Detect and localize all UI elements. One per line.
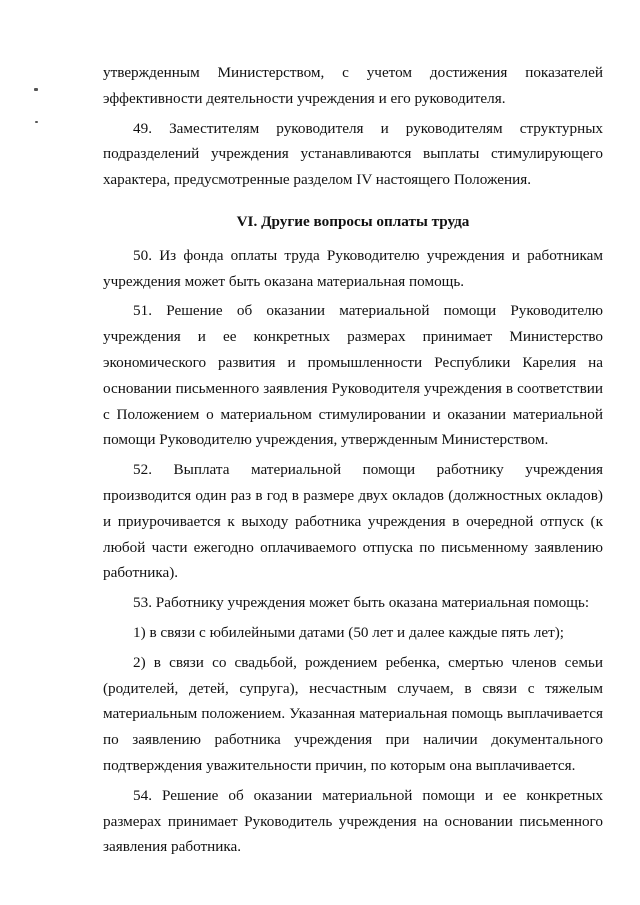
paragraph-53: 53. Работнику учреждения может быть оказана материальная помощь:	[133, 594, 590, 612]
list-item-1: 1) в связи с юбилейными датами (50 лет и далее каждые пять лет);	[133, 623, 565, 641]
list-item-2: 2) в связи со свадьбой, рождением ребенка, смертью членов семьи (родителей, детей, супруга), несчастным случаем, в связи с тяжелым материальным положением. Указанная материальная помощь выплачивается по заявлению работника учреждения при наличии документального подтверждения уважительности причин, по которым она выплачивается.	[103, 653, 603, 774]
paragraph-50: 50. Из фонда оплаты труда Руководителю учреждения и работникам учреждения может быть оказана материальная помощь.	[103, 246, 603, 290]
section-heading: VI. Другие вопросы оплаты труда	[236, 212, 470, 230]
scan-speck	[35, 121, 38, 123]
scan-speck	[34, 88, 38, 91]
document-page	[103, 60, 603, 860]
paragraph-continuation: утвержденным Министерством, с учетом достижения показателей эффективности деятельности учреждения и его руководителя.	[103, 64, 603, 107]
paragraph-52: 52. Выплата материальной помощи работнику учреждения производится один раз в год в размере двух окладов (должностных окладов) и приурочивается к выходу работника учреждения в очередной отпуск (к любой части ежегодно оплачиваемого отпуска по письменному заявлению работника).	[103, 461, 603, 582]
paragraph-51: 51. Решение об оказании материальной помощи Руководителю учреждения и ее конкретных размерах принимает Министерство экономического развития и промышленности Республики Карелия на основании письменного заявления Руководителя учреждения в соответствии с Положением о материальном стимулировании и оказании материальной помощи Руководителю учреждения, утвержденным Министерством.	[103, 302, 603, 449]
paragraph-49: 49. Заместителям руководителя и руководителям структурных подразделений учреждения устанавливаются выплаты стимулирующего характера, предусмотренные разделом IV настоящего Положения.	[103, 119, 603, 189]
paragraph-54: 54. Решение об оказании материальной помощи и ее конкретных размерах принимает Руководитель учреждения на основании письменного заявления работника.	[103, 786, 603, 856]
